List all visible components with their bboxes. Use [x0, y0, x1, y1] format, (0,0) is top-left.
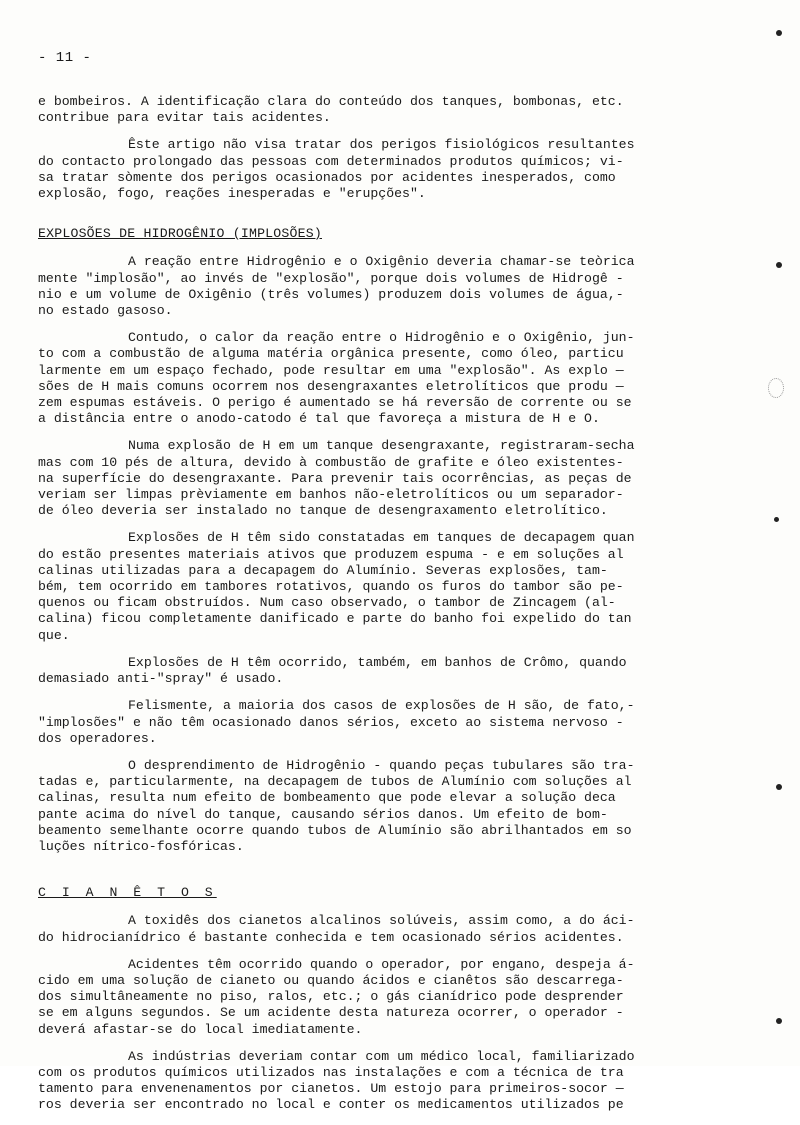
- paragraph-intro-1: [38, 94, 702, 126]
- text-line: que.: [38, 627, 70, 643]
- text-line: do contacto prolongado das pessoas com determinados produtos químicos; vi-: [38, 153, 624, 169]
- page-number: - 11 -: [38, 50, 92, 66]
- text-line: "implosões" e não têm ocasionado danos sérios, exceto ao sistema nervoso -: [38, 714, 624, 730]
- text-line: dos simultâneamente no piso, ralos, etc.; o gás cianídrico pode desprender: [38, 989, 624, 1005]
- paragraph: [38, 655, 702, 687]
- text-line: quenos ou ficam obstruídos. Num caso observado, o tambor de Zincagem (al-: [38, 595, 616, 611]
- margin-mark: [776, 30, 782, 36]
- section-heading-hydrogen: EXPLOSÕES DE HIDROGÊNIO (IMPLOSÕES): [38, 226, 322, 242]
- text-line: Acidentes têm ocorrido quando o operador, por engano, despeja á-: [128, 956, 635, 972]
- margin-mark: [774, 517, 779, 522]
- text-line: As indústrias deveriam contar com um médico local, familiarizado: [128, 1048, 635, 1064]
- text-line: demasiado anti-"spray" é usado.: [38, 671, 284, 687]
- text-line: tamento para envenenamentos por cianetos. Um estojo para primeiros-socor —: [38, 1081, 624, 1097]
- text-line: a distância entre o anodo-catodo é tal que favoreça a mistura de H e O.: [38, 411, 600, 427]
- text-line: bém, tem ocorrido em tambores rotativos, quando os furos do tambor são pe-: [38, 579, 624, 595]
- paragraph: [38, 698, 702, 747]
- text-line: Contudo, o calor da reação entre o Hidrogênio e o Oxigênio, jun-: [128, 330, 635, 346]
- paragraph: [38, 1049, 702, 1114]
- text-line: calinas utilizadas para a decapagem do Alumínio. Severas explosões, tam-: [38, 562, 608, 578]
- text-line: contribue para evitar tais acidentes.: [38, 110, 331, 126]
- text-line: to com a combustão de alguma matéria orgânica presente, como óleo, particu: [38, 346, 624, 362]
- paragraph-intro-2: [38, 137, 702, 202]
- text-line: zem espumas estáveis. O perigo é aumentado se há reversão de corrente ou se: [38, 395, 632, 411]
- text-line: no estado gasoso.: [38, 303, 173, 319]
- document-body: [38, 94, 702, 1125]
- text-line: dos operadores.: [38, 730, 157, 746]
- paragraph: [38, 530, 702, 643]
- text-line: Êste artigo não visa tratar dos perigos fisiológicos resultantes: [128, 137, 635, 153]
- section-heading-cyanides: C I A N Ê T O S: [38, 885, 217, 901]
- margin-mark: [776, 1018, 782, 1024]
- paragraph: [38, 438, 702, 519]
- text-line: cido em uma solução de cianeto ou quando ácidos e cianêtos são descarrega-: [38, 972, 624, 988]
- text-line: de óleo deveria ser instalado no tanque de desengraxamento eletrolítico.: [38, 503, 608, 519]
- text-line: veriam ser limpas prèviamente em banhos não-eletrolíticos ou um separador-: [38, 487, 624, 503]
- text-line: O desprendimento de Hidrogênio - quando peças tubulares são tra-: [128, 757, 635, 773]
- paragraph: [38, 758, 702, 855]
- text-line: Numa explosão de H em um tanque desengraxante, registraram-secha: [128, 438, 635, 454]
- text-line: do hidrocianídrico é bastante conhecida e tem ocasionado sérios acidentes.: [38, 929, 624, 945]
- text-line: Explosões de H têm ocorrido, também, em banhos de Crômo, quando: [128, 654, 627, 670]
- text-line: Explosões de H têm sido constatadas em tanques de decapagem quan: [128, 530, 635, 546]
- text-line: explosão, fogo, reações inesperadas e "erupções".: [38, 186, 426, 202]
- text-line: calina) ficou completamente danificado e parte do banho foi expelido do tan: [38, 611, 632, 627]
- text-line: mente "implosão", ao invés de "explosão", porque dois volumes de Hidrogê -: [38, 270, 624, 286]
- text-line: pante acima do nível do tanque, causando sérios danos. Um efeito de bom-: [38, 806, 608, 822]
- text-line: mas com 10 pés de altura, devido à combustão de grafite e óleo existentes-: [38, 454, 624, 470]
- text-line: se em alguns segundos. Se um acidente desta natureza ocorrer, o operador -: [38, 1005, 624, 1021]
- text-line: sões de H mais comuns ocorrem nos desengraxantes eletrolíticos que produ —: [38, 378, 624, 394]
- margin-mark: [768, 378, 784, 398]
- text-line: na superfície do desengraxante. Para prevenir tais ocorrências, as peças de: [38, 470, 632, 486]
- text-line: e bombeiros. A identificação clara do conteúdo dos tanques, bombonas, etc.: [38, 94, 624, 109]
- paragraph: [38, 254, 702, 319]
- text-line: calinas, resulta num efeito de bombeamento que pode elevar a solução deca: [38, 790, 616, 806]
- paragraph: [38, 913, 702, 945]
- text-line: nio e um volume de Oxigênio (três volumes) produzem dois volumes de água,-: [38, 286, 624, 302]
- margin-mark: [776, 784, 782, 790]
- text-line: deverá afastar-se do local imediatamente.: [38, 1021, 363, 1037]
- text-line: Felismente, a maioria dos casos de explosões de H são, de fato,-: [128, 698, 635, 714]
- text-line: luções nítrico-fosfóricas.: [38, 838, 244, 854]
- text-line: beamento semelhante ocorre quando tubos de Alumínio são abrilhantados em so: [38, 822, 632, 838]
- text-line: do estão presentes materiais ativos que produzem espuma - e em soluções al: [38, 546, 624, 562]
- text-line: com os produtos químicos utilizados nas instalações e com a técnica de tra: [38, 1064, 624, 1080]
- text-line: ros deveria ser encontrado no local e conter os medicamentos utilizados pe: [38, 1097, 624, 1113]
- margin-mark: [776, 262, 782, 268]
- paragraph: [38, 330, 702, 427]
- text-line: tadas e, particularmente, na decapagem de tubos de Alumínio com soluções al: [38, 774, 632, 790]
- text-line: A toxidês dos cianetos alcalinos solúveis, assim como, a do áci-: [128, 913, 635, 929]
- text-line: larmente em um espaço fechado, pode resultar em uma "explosão". As explo —: [38, 362, 624, 378]
- paragraph: [38, 957, 702, 1038]
- text-line: A reação entre Hidrogênio e o Oxigênio deveria chamar-se teòrica: [128, 254, 635, 270]
- text-line: sa tratar sòmente dos perigos ocasionados por acidentes inesperados, como: [38, 169, 616, 185]
